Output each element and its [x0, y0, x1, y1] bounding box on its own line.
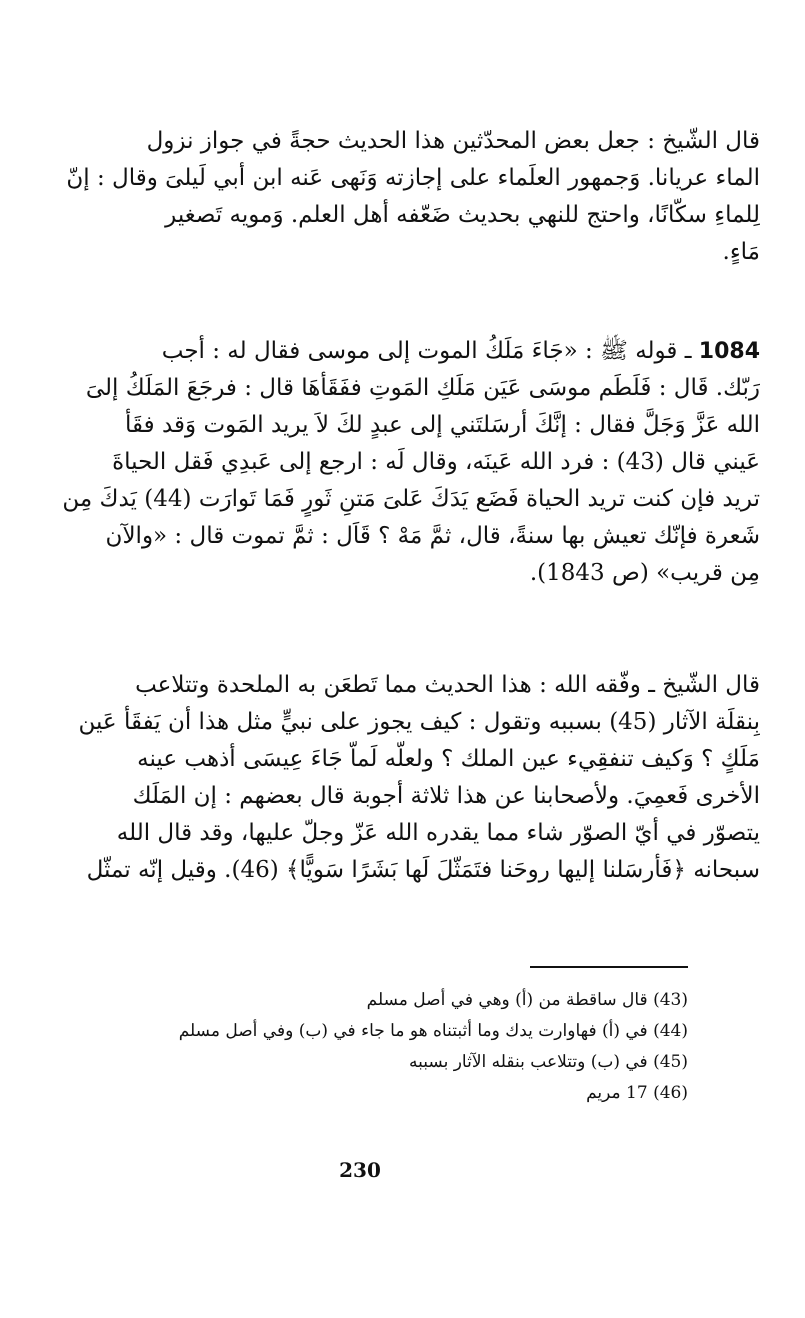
text-line: سبحانه ﴿فَأرسَلنا إليها روحَنا فتَمَثّلَ لَها بَشَرًا سَويًّا﴾ (46). وقيل إنّه تمثّل — [86, 857, 760, 883]
footnote-44: (44) في (أ) فهاوارت يدك وما أثبتناه هو ما جاء في (ب) وفي أصل مسلم — [178, 1021, 688, 1041]
commentary-paragraph-2 — [46, 667, 760, 889]
text-line: الماء عريانا. وَجمهور العلَماء على إجازته وَنَهى عَنه ابن أبي لَيلىَ وقال : إنّ — [66, 165, 760, 191]
text-line: عَيني قال (43) : فرد الله عَينَه، وقال لَه : ارجع إلى عَبدِي فَقل الحياةَ — [112, 449, 760, 475]
text-line: لِلماءِ سكّانًا، واحتج للنهي بحديث ضَعّفه أهل العلم. وَمويه تَصغير — [165, 202, 760, 228]
text-line: مَلَكٍ ؟ وَكيف تنفقِيء عين الملك ؟ ولعلّه لَماّ جَاءَ عِيسَى أذهب عينه — [137, 746, 760, 772]
text-line: الأخرى فَعمِيَ. ولأصحابنا عن هذا ثلاثة أجوبة قال بعضهم : إن المَلَك — [132, 783, 760, 809]
footnote-43: (43) قال ساقطة من (أ) وهي في أصل مسلم — [366, 990, 688, 1010]
text-line: شَعرة فإنّك تعيش بها سنةً، قال، ثمَّ مَهْ ؟ قَاَل : ثمَّ تموت قال : «والآن — [105, 523, 760, 549]
text-line: بِنقلَة الآثار (45) بسببه وتقول : كيف يجوز على نبيٍّ مثل هذا أن يَفقَأ عَين — [78, 709, 760, 735]
text-line: تريد فإن كنت تريد الحياة فَضَع يَدَكَ عَلىَ مَتنِ ثَورٍ فَمَا تَوارَت (44) يَدكَ مِن — [62, 486, 760, 512]
text-line: قال الشّيخ : جعل بعض المحدّثين هذا الحديث حجةً في جواز نزول — [146, 128, 760, 154]
footnote-46: (46) 17 مريم — [586, 1083, 688, 1103]
hadith-paragraph — [46, 333, 760, 592]
text-line: مِن قريب» (ص 1843). — [529, 560, 760, 586]
commentary-paragraph-1 — [46, 123, 760, 271]
text-line: يتصوّر في أيّ الصوّر شاء مما يقدره الله عَزّ وجلّ عليها، وقد قال الله — [116, 820, 760, 846]
footnotes — [120, 985, 688, 1109]
footnote-45: (45) في (ب) وتتلاعب بنقله الآثار بسببه — [409, 1052, 688, 1072]
hadith-number: 1084 — [698, 339, 760, 364]
hadith-first-line — [46, 333, 760, 370]
text-line: مَاءٍ. — [722, 239, 760, 265]
page-number: 230 — [339, 1158, 381, 1182]
text-line: الله عَزَّ وَجَلَّ فقال : إنَّكَ أرسَلتَني إلى عبدٍ لكَ لاَ يريد المَوت وَقد فقَأ — [125, 412, 760, 438]
text-line: رَبّك. قَال : فَلَطَم موسَى عَيَن مَلَكِ المَوتِ ففَقَأهَا قال : فرجَعَ المَلَكُ إلىَ — [85, 375, 760, 401]
footnote-divider — [530, 966, 688, 968]
text-line: ـ قوله ﷺ : «جَاءَ مَلَكُ الموت إلى موسى فقال له : أجب — [161, 338, 692, 364]
text-line: قال الشّيخ ـ وفّقه الله : هذا الحديث مما تَطعَن به الملحدة وتتلاعب — [135, 672, 760, 698]
